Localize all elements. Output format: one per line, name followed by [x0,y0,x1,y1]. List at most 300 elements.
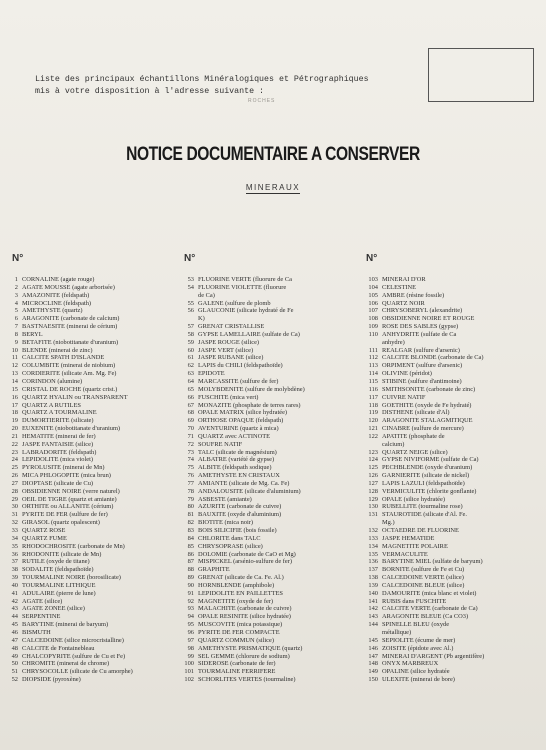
item-number: 75 [187,464,194,472]
item-number: 139 [368,581,378,589]
list-item [362,598,542,606]
item-label: MALACHITE (carbonate de cuivre) [198,605,292,613]
intro-text [35,74,415,98]
list-item [362,315,542,323]
section-heading [0,183,546,192]
item-number: 49 [11,652,18,660]
list-item [362,676,542,684]
item-number: 50 [11,660,18,668]
item-label: GIRASOL (quartz opalescent) [22,519,100,527]
item-label: CUIVRE NATIF [382,393,426,401]
item-label: LEPIDOLITE EN PAILLETTES [198,589,283,597]
list-item [362,386,542,394]
list-item [176,456,348,464]
address-box [428,48,534,102]
list-item [362,551,542,559]
item-label: PYRITE DE FER COMPACTE [198,628,280,636]
item-label: ULEXITE (minerai de bore) [382,676,455,684]
list-item [176,370,348,378]
item-label: MISPICKEL (arsénio-sulfure de fer) [198,558,292,566]
list-item [6,629,180,637]
item-label: BETAFITE (niobotitanate d'uranium) [22,338,119,346]
list-item [362,417,542,425]
list-item [176,605,348,613]
item-number: 61 [187,354,194,362]
item-label: DUMORTIERITE (silicate) [22,417,94,425]
list-item [6,300,180,308]
item-label: OPALE RESINITE (silice hydratée) [198,613,291,621]
item-label: AMETHYSTE EN CRISTAUX [198,472,280,480]
item-label: AMIANTE (silicate de Mg. Ca. Fe) [198,479,290,487]
item-number: 97 [187,636,194,644]
list-item [362,653,542,661]
list-item [362,621,542,629]
item-number: 118 [368,401,378,409]
item-number: 65 [187,385,194,393]
item-label: CHLORITE dans TALC [198,534,261,542]
item-number: 71 [187,432,194,440]
item-label: SEPIOLITE (écume de mer) [382,636,456,644]
list-item [362,488,542,496]
list-item [176,558,348,566]
list-item [362,362,542,370]
section-heading-label: MINERAUX [245,183,301,192]
item-number: 55 [187,299,194,307]
item-label: GLAUCONIE (silicate hydraté de Fe [198,307,294,315]
item-number: 115 [368,377,378,385]
list-item [6,503,180,511]
item-label: RHODONITE (silicate de Mn) [22,550,102,558]
item-label: CALCITE SPATH D'ISLANDE [22,354,105,362]
item-label: LABRADORITE (feldspath) [22,448,97,456]
list-item [362,511,542,519]
item-number: 148 [368,660,378,668]
item-label: BARYTINE (minerai de baryum) [22,621,109,629]
list-item [6,284,180,292]
item-label: ALBITE (feldspath sodique) [198,464,272,472]
item-number: 138 [368,574,378,582]
list-item [362,605,542,613]
item-number: 94 [187,613,194,621]
item-label: AMAZONITE (feldspath) [22,291,90,299]
item-number: 27 [11,479,18,487]
item-label: GARNIERITE (silicate de nickel) [382,472,470,480]
list-item [362,354,542,362]
list-item [6,362,180,370]
list-item [6,370,180,378]
item-number: 108 [368,315,378,323]
list-item [176,637,348,645]
list-item [176,653,348,661]
item-label: GRENAT (silicate de Ca. Fe. Al.) [198,574,284,582]
item-number: 116 [368,385,378,393]
item-label: ORTHOSE OPAQUE (feldspath) [198,417,284,425]
item-number: 38 [11,566,18,574]
item-label: EPIDOTE [198,370,225,378]
item-label: BORNITE (sulfure de Fe et Cu) [382,566,465,574]
item-label: RUTILE (oxyde de titane) [22,558,90,566]
item-label: DISTHENE (silicate d'Al) [382,409,450,417]
item-number: 59 [187,338,194,346]
item-number: 122 [368,432,378,440]
item-number: 19 [11,417,18,425]
item-number: 99 [187,652,194,660]
item-label: CHRYSOBERYL (alexandrite) [382,307,463,315]
item-label: CHRYSOPRASE (silice) [198,542,263,550]
item-number: 121 [368,425,378,433]
item-label: AMBRE (résine fossile) [382,291,445,299]
item-number: 77 [187,479,194,487]
item-number: 142 [368,605,378,613]
item-number: 149 [368,668,378,676]
item-label: AMETHYSTE (quartz) [22,307,83,315]
item-label: OBSIDIENNE NOIRE (verre naturel) [22,487,120,495]
list-item [6,668,180,676]
list-item [6,323,180,331]
list-item [6,347,180,355]
item-number: 92 [187,597,194,605]
item-label: AVENTURINE (quartz à mica) [198,425,279,433]
list-item [176,574,348,582]
item-number: 85 [187,542,194,550]
item-label: BASTNAESITE (minerai de cérium) [22,323,118,331]
list-item [176,425,348,433]
list-item [176,433,348,441]
list-item [362,292,542,300]
item-label: CHALCOPYRITE (sulfure de Cu et Fe) [22,652,126,660]
item-label: BLENDE (minerai de zinc) [22,346,93,354]
item-number: 22 [11,440,18,448]
list-item [6,613,180,621]
item-number: 133 [368,534,378,542]
item-number: 145 [368,636,378,644]
item-label: FUSCHITE (mica vert) [198,393,259,401]
item-label: CELESTINE [382,283,417,291]
item-number: 150 [368,676,378,684]
item-label: EUXENITE (niobotitanate d'uranium) [22,425,121,433]
item-number: 26 [11,472,18,480]
list-item [176,331,348,339]
list-item [6,339,180,347]
list-item [6,331,180,339]
item-number: 110 [368,330,378,338]
item-number: 74 [187,456,194,464]
item-number: 56 [187,307,194,315]
item-number: 28 [11,487,18,495]
item-number: 63 [187,370,194,378]
item-label: COLUMBITE (minerai de niobium) [22,362,116,370]
item-number: 129 [368,495,378,503]
item-label: DIOPSIDE (pyroxène) [22,676,81,684]
item-number: 112 [368,354,378,362]
list-item [362,339,542,347]
list-item [6,488,180,496]
item-label: QUARTZ FUME [22,534,67,542]
list-item [362,433,542,441]
item-number: 90 [187,581,194,589]
item-number: 6 [14,315,18,323]
list-item [6,456,180,464]
list-item [176,660,348,668]
list-item [362,307,542,315]
item-number: 144 [368,621,378,629]
item-number: 1 [14,276,18,283]
item-number: 135 [368,550,378,558]
item-label: QUARTZ HYALIN ou TRANSPARENT [22,393,128,401]
item-label: JASPE RUBANE (silice) [198,354,264,362]
list-item [362,519,542,527]
item-label: JASPE ROUGE (silice) [198,338,260,346]
list-item [362,535,542,543]
list-item [6,605,180,613]
list-item [6,543,180,551]
item-label: MICROCLINE (feldspath) [22,299,92,307]
list-item [6,660,180,668]
item-label: BAUXITE (oxyde d'aluminium) [198,511,282,519]
item-number: 125 [368,464,378,472]
item-number: 10 [11,346,18,354]
item-number: 32 [11,519,18,527]
item-number: 106 [368,299,378,307]
item-label: TALC (silicate de magnésium) [198,448,277,456]
item-label: TOURMALINE NOIRE (borosilicate) [22,574,121,582]
item-number: 141 [368,597,378,605]
item-label: RUBIS dans FUSCHITE [382,597,447,605]
item-number: 100 [184,660,194,668]
item-number: 48 [11,644,18,652]
list-item [176,307,348,315]
item-number: 98 [187,644,194,652]
list-item [6,511,180,519]
list-item [176,284,348,292]
list-item [6,394,180,402]
item-number: 104 [368,283,378,291]
list-item [176,378,348,386]
list-item [362,645,542,653]
list-item [176,503,348,511]
item-number: 88 [187,566,194,574]
item-number: 62 [187,362,194,370]
list-item [176,629,348,637]
list-item [6,402,180,410]
item-number: 123 [368,448,378,456]
list-item [6,574,180,582]
list-item [6,496,180,504]
item-label: MAGNETITE POLAIRE [382,542,448,550]
item-number: 21 [11,432,18,440]
item-number: 80 [187,503,194,511]
item-number: 111 [368,346,378,354]
item-number: 40 [11,581,18,589]
item-number: 107 [368,307,378,315]
list-item [362,543,542,551]
item-label: AGATE MOUSSE (agate arborisée) [22,283,115,291]
list-item [362,370,542,378]
item-number: 132 [368,527,378,534]
list-item [362,331,542,339]
item-label: PECHBLENDE (oxyde d'uranium) [382,464,473,472]
item-label: QUARTZ A TOURMALINE [22,409,97,417]
item-label: ROSE DES SABLES (gypse) [382,323,459,331]
list-item [176,409,348,417]
list-item [6,653,180,661]
item-label: STIBINE (sulfure d'antimoine) [382,377,462,385]
list-item [362,449,542,457]
item-label: K) [198,315,205,323]
item-number: 137 [368,566,378,574]
list-item [362,441,542,449]
list-item [6,551,180,559]
list-item [362,613,542,621]
item-number: 95 [187,621,194,629]
item-label: GRENAT CRISTALLISE [198,323,265,331]
item-label: ASBESTE (amiante) [198,495,252,503]
list-item [176,480,348,488]
item-number: 70 [187,425,194,433]
list-item [362,378,542,386]
faint-text: ROCHES [248,98,276,104]
item-label: CRISTAL DE ROCHE (quartz crist.) [22,385,118,393]
list-item [6,519,180,527]
list-item [6,464,180,472]
item-label: TOURMALINE LITHIQUE [22,581,96,589]
list-item [176,402,348,410]
list-item [6,535,180,543]
item-number: 14 [11,377,18,385]
item-label: CALCITE de Fontainebleau [22,644,95,652]
item-number: 146 [368,644,378,652]
item-label: LEPIDOLITE (mica violet) [22,456,93,464]
item-label: ORPIMENT (sulfure d'arsenic) [382,362,463,370]
item-number: 103 [368,276,378,283]
list-item [6,386,180,394]
item-number: 13 [11,370,18,378]
item-label: calcium) [382,440,405,448]
item-number: 24 [11,456,18,464]
item-number: 89 [187,574,194,582]
list-item [362,637,542,645]
list-item [176,496,348,504]
item-label: Mg.) [382,519,395,527]
list-item [362,284,542,292]
item-number: 87 [187,558,194,566]
item-label: SCHORLITES VERTES (tourmaline) [198,676,296,684]
list-item [362,668,542,676]
item-label: CALCEDOINE VERTE (silice) [382,574,464,582]
item-label: GOETHITE (oxyde de Fe hydraté) [382,401,472,409]
list-item [6,433,180,441]
list-item [6,480,180,488]
list-item [176,645,348,653]
list-item [362,276,542,284]
item-label: AZURITE (carbonate de cuivre) [198,503,282,511]
item-number: 120 [368,417,378,425]
item-number: 140 [368,589,378,597]
item-label: RUBELLITE (tourmaline rose) [382,503,463,511]
item-label: QUARTZ NEIGE (silice) [382,448,448,456]
item-number: 2 [14,283,18,291]
item-number: 119 [368,409,378,417]
item-label: RHODOCHROSITE (carbonate de Mn) [22,542,125,550]
item-label: ADULAIRE (pierre de lune) [22,589,96,597]
item-number: 76 [187,472,194,480]
list-item [176,339,348,347]
item-number: 8 [14,330,18,338]
item-number: 17 [11,401,18,409]
item-label: OCTAEDRE DE FLUORINE [382,527,459,534]
item-number: 16 [11,393,18,401]
item-label: QUARTZ avec ACTINOTE [198,432,271,440]
item-number: 20 [11,425,18,433]
item-number: 96 [187,628,194,636]
item-number: 7 [14,323,18,331]
item-label: ANDALOUSITE (silicate d'aluminium) [198,487,301,495]
item-number: 39 [11,574,18,582]
item-number [362,629,382,637]
item-label: CHROMITE (minerai de chrome) [22,660,110,668]
item-number: 11 [11,354,18,362]
list-item [6,558,180,566]
item-number: 81 [187,511,194,519]
item-label: CHRYSOCOLLE (silicate de Cu amorphe) [22,668,133,676]
list-item [362,566,542,574]
item-number: 31 [11,511,18,519]
item-label: OPALINE (silice hydratée [382,668,450,676]
list-item [362,425,542,433]
list-item [362,496,542,504]
list-item [176,590,348,598]
item-number: 109 [368,323,378,331]
list-item [176,543,348,551]
list-item [176,362,348,370]
list-item [362,590,542,598]
list-item [176,511,348,519]
item-label: QUARTZ A RUTILES [22,401,81,409]
list-item [6,449,180,457]
list-item [362,409,542,417]
item-label: LAPIS du CHILI (feldspathoïde) [198,362,283,370]
item-label: STAUROTIDE (silicate d'Al. Fe. [382,511,467,519]
item-label: JASPE FANTAISIE (silice) [22,440,94,448]
item-number: 34 [11,534,18,542]
list-item [6,307,180,315]
mineral-column-2 [176,276,348,684]
item-label: ANHYDRITE (sulfate de Ca [382,330,457,338]
item-label: FLUORINE VERTE (fluorure de Ca [198,276,292,283]
list-item [176,472,348,480]
item-label: CORDIERITE (silicate Am. Mg. Fe) [22,370,117,378]
item-label: OPALE MATRIX (silice hydratée) [198,409,288,417]
list-item [6,472,180,480]
item-number: 52 [11,676,18,684]
list-item [362,472,542,480]
item-number: 101 [184,668,194,676]
item-label: GYPSE NIVIFORME (sulfate de Ca) [382,456,479,464]
item-number: 86 [187,550,194,558]
item-label: CORINDON (alumine) [22,377,83,385]
item-number: 102 [184,676,194,684]
list-item [6,637,180,645]
item-number: 47 [11,636,18,644]
item-label: DIOPTASE (silicate de Cu) [22,479,94,487]
item-label: ARAGONITE (carbonate de calcium) [22,315,120,323]
item-number: 5 [14,307,18,315]
list-item [6,527,180,535]
list-item [362,503,542,511]
item-number: 83 [187,527,194,534]
list-item [6,315,180,323]
item-label: SMITHSONITE (carbonate de zinc) [382,385,476,393]
